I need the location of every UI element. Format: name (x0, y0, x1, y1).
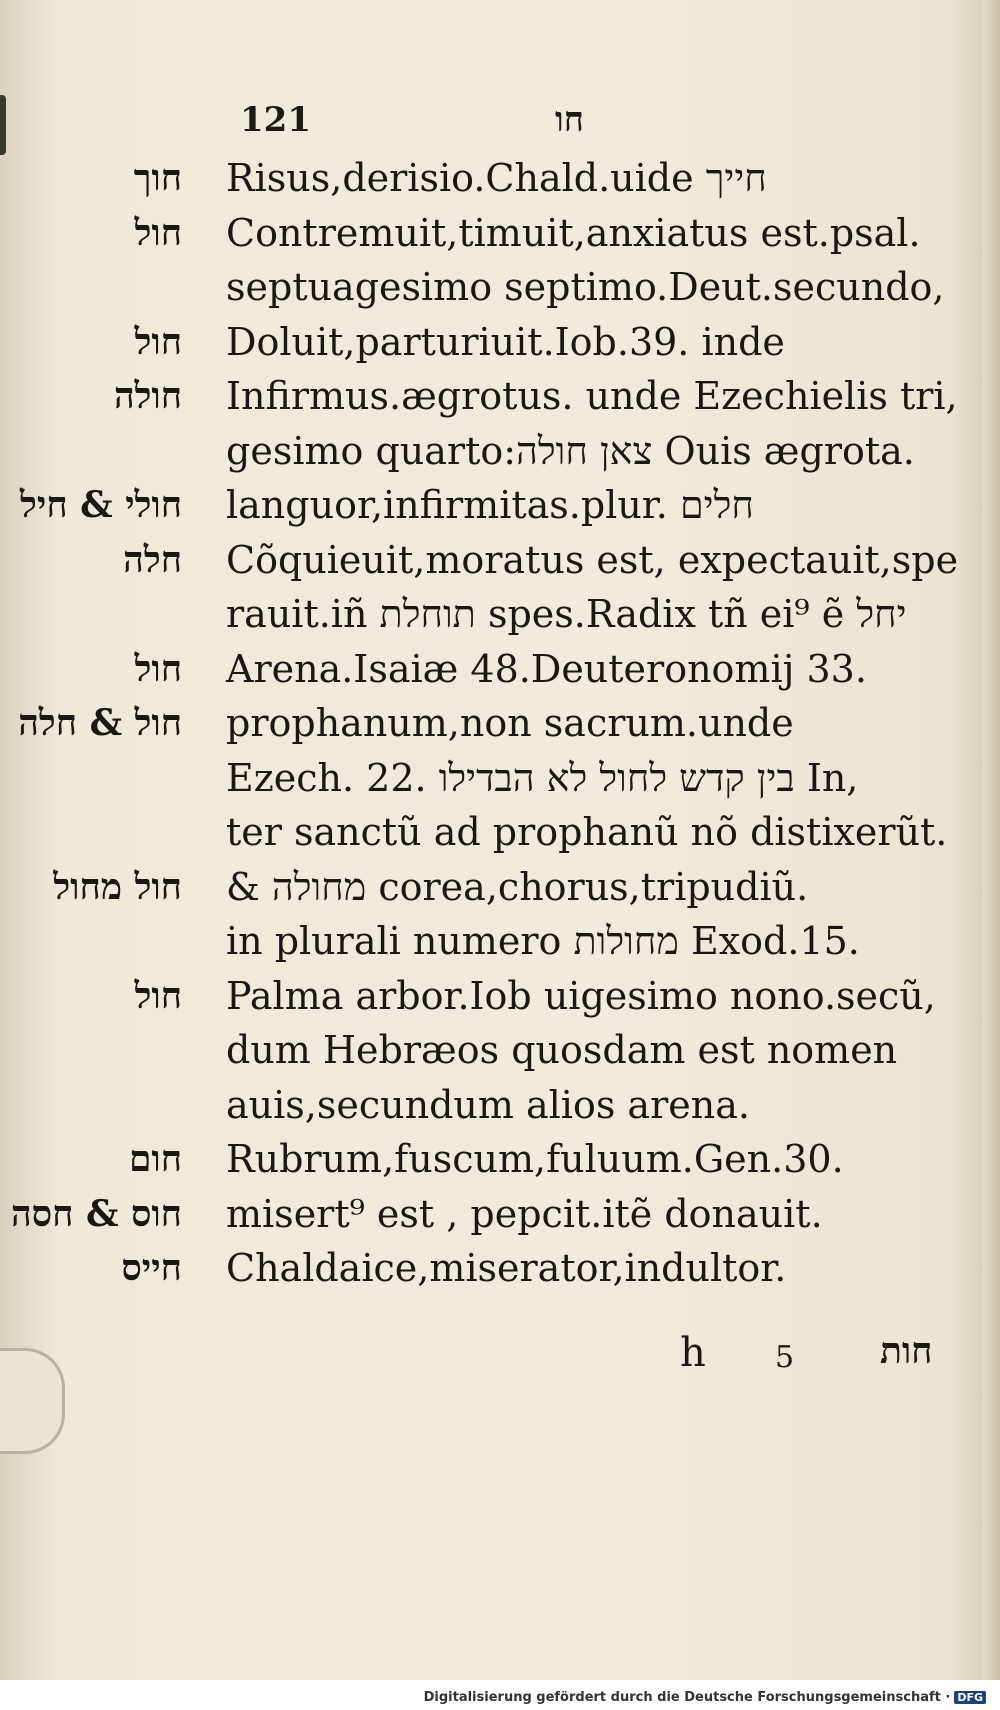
entry-text: Cõquieuit,moratus est, expectauit,spe (226, 537, 959, 582)
entry-lemma: חול מחול (53, 865, 182, 908)
entry-lemma: חול & חלה (18, 702, 182, 744)
entry-text: Doluit,parturiuit.Iob.39. inde (226, 319, 785, 364)
entry-line (0, 370, 960, 422)
entry-text: ter sanctũ ad prophanũ nõ distixerũt. (226, 810, 948, 854)
entry-line (0, 588, 960, 640)
entry-line (0, 643, 960, 695)
entry-text: Infirmus.ægrotus. unde Ezechielis tri, (226, 374, 958, 418)
entry-text: Ezech. 22. בין קדש לחול לא הבדילו In, (226, 755, 859, 800)
entry-line (0, 152, 960, 204)
entry-line (0, 1024, 960, 1076)
entry-lemma: חול (134, 320, 182, 363)
entry-text: septuagesimo septimo.Deut.secundo, (226, 265, 945, 309)
credit-text: Digitalisierung gefördert durch die Deutsche Forschungsgemeinschaft · (423, 1690, 951, 1705)
entry-line (0, 207, 960, 259)
entry-line (0, 425, 960, 477)
signature-letter: h (680, 1330, 706, 1376)
entry-text: rauit.iñ תוחלת spes.Radix tñ ei⁹ ẽ יחל (226, 592, 907, 636)
entry-line (0, 534, 960, 586)
page-edge (982, 0, 1000, 1680)
page-number: 121 (240, 100, 311, 140)
entry-text: prophanum,non sacrum.unde (226, 701, 794, 745)
entry-line (0, 861, 960, 913)
entry-text: & מחולה corea,chorus,tripudiũ. (226, 864, 809, 909)
entry-line (0, 970, 960, 1022)
entry-lemma: חום (129, 1138, 182, 1180)
entry-line (0, 1133, 960, 1185)
entry-line (0, 915, 960, 967)
running-head: חו (555, 100, 584, 140)
entry-line (0, 316, 960, 368)
entry-text: misert⁹ est , pepcit.itẽ donauit. (226, 1191, 823, 1236)
dfg-logo: DFG (954, 1691, 986, 1704)
entry-lemma: חולי & חיל (20, 484, 182, 526)
entry-line (0, 697, 960, 749)
entry-lemma: חלה (123, 538, 182, 581)
entry-text: gesimo quarto:צאן חולה Ouis ægrota. (226, 428, 915, 473)
entry-text: Contremuit,timuit,anxiatus est.psal. (226, 210, 921, 255)
entry-text: languor,infirmitas.plur. חלים (226, 483, 754, 527)
entry-line (0, 1188, 960, 1240)
entry-lemma: חול (134, 647, 182, 690)
entry-lemma: חוס & חסה (10, 1192, 182, 1235)
entry-text: auis,secundum alios arena. (226, 1082, 750, 1127)
entry-text: dum Hebræos quosdam est nomen (226, 1028, 898, 1072)
entry-text: Rubrum,fuscum,fuluum.Gen.30. (226, 1137, 844, 1181)
entry-text: Arena.Isaiæ 48.Deuteronomij 33. (226, 646, 867, 691)
entry-text: Palma arbor.Iob uigesimo nono.secũ, (226, 973, 936, 1018)
entry-line (0, 1242, 960, 1294)
page-clip (0, 1348, 65, 1454)
entry-line (0, 806, 960, 858)
catchword: חות (880, 1330, 933, 1372)
entry-lemma: חול (134, 974, 182, 1017)
entry-line (0, 1079, 960, 1131)
entry-lemma: חול (134, 211, 182, 254)
entry-text: Risus,derisio.Chald.uide חייך (226, 156, 767, 200)
entry-lemma: חולה (113, 375, 182, 417)
entry-text: Chaldaice,miserator,indultor. (226, 1246, 787, 1290)
entry-lemma: חוך (133, 157, 182, 199)
entry-lemma: חייס (121, 1247, 182, 1289)
entry-line (0, 261, 960, 313)
entry-line (0, 479, 960, 531)
entry-line (0, 752, 960, 804)
signature-number: 5 (775, 1340, 795, 1375)
binding-mark (0, 95, 6, 155)
digitization-credit (424, 1690, 986, 1705)
entry-text: in plurali numero מחולות Exod.15. (226, 919, 860, 963)
